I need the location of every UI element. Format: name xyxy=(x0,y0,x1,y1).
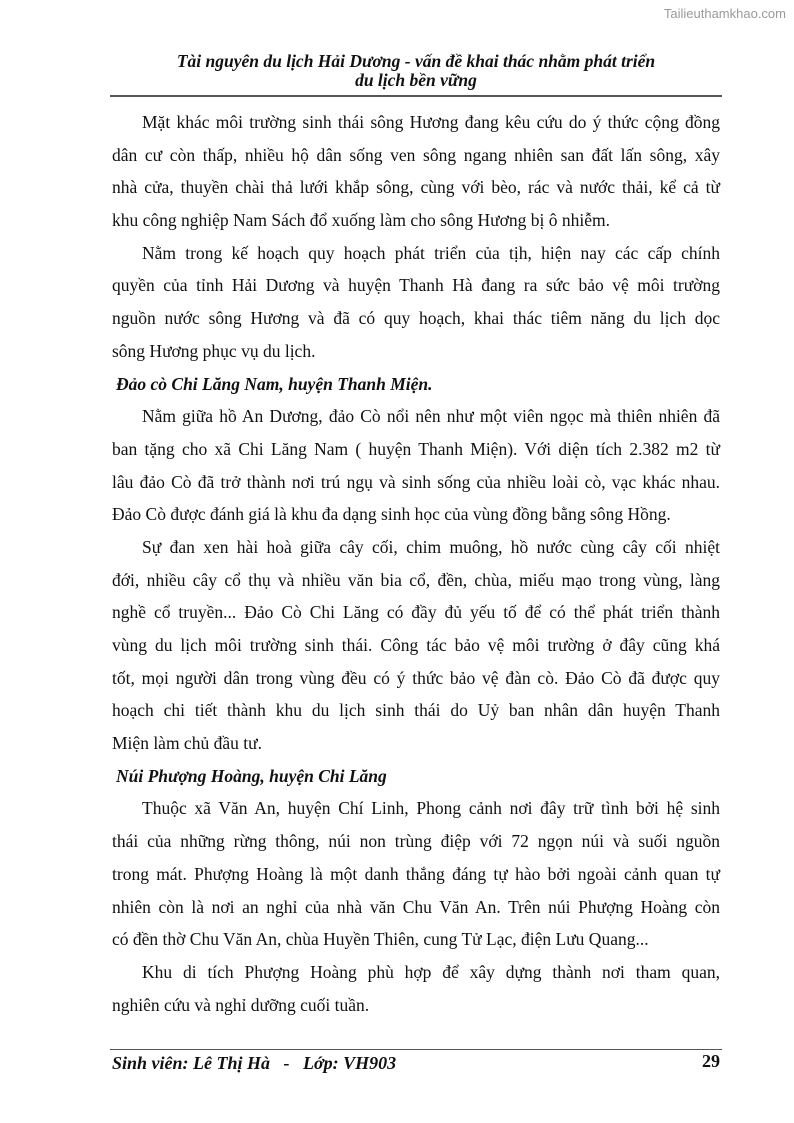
text-line: vùng du lịch môi trường sinh thái. Công tác bảo vệ môi trường ở đây cũng khá xyxy=(112,635,720,655)
text-line: nhà cửa, thuyền chài thả lưới khắp sông, cùng với bèo, rác và nước thải, kể cả từ xyxy=(112,177,720,198)
paragraph xyxy=(112,956,720,1021)
footer-rule xyxy=(110,1049,722,1050)
text-line: quyền của tỉnh Hải Dương và huyện Thanh Hà đang ra sức bảo vệ môi trường xyxy=(112,275,720,296)
text-line: sông Hương phục vụ du lịch. xyxy=(112,340,316,361)
text-line: Nằm trong kế hoạch quy hoạch phát triển của tịh, hiện nay các cấp chính xyxy=(142,242,720,263)
text-line: ban tặng cho xã Chi Lăng Nam ( huyện Thanh Miện). Với diện tích 2.382 m2 từ xyxy=(112,438,720,459)
text-line: hoạch chi tiết thành khu du lịch sinh thái do Uỷ ban nhân dân huyện Thanh xyxy=(112,700,720,721)
paragraph xyxy=(112,531,720,760)
paragraph xyxy=(112,400,720,531)
text-line: đới, nhiều cây cổ thụ và nhiều văn bia cổ, đền, chùa, miếu mạo trong vùng, làng xyxy=(112,569,720,590)
text-line: Sự đan xen hài hoà giữa cây cối, chim muông, hồ nước cùng cây cối nhiệt xyxy=(142,536,720,557)
header-rule xyxy=(110,95,722,97)
paragraph xyxy=(112,792,720,955)
text-line: dân cư còn thấp, nhiều hộ dân sống ven sông ngang nhiên san đất lấn sông, xây xyxy=(112,144,720,165)
text-line: Đảo cò Chi Lăng Nam, huyện Thanh Miện. xyxy=(116,373,433,394)
text-line: lâu đảo Cò đã trở thành nơi trú ngụ và sinh sống của nhiều loài cò, vạc khác nhau. xyxy=(112,471,720,492)
text-line: Đảo Cò được đánh giá là khu đa dạng sinh học của vùng đồng bằng sông Hồng. xyxy=(112,504,671,525)
text-line: Nằm giữa hồ An Dương, đảo Cò nổi nên như một viên ngọc mà thiên nhiên đã xyxy=(142,406,720,427)
text-line: Mặt khác môi trường sinh thái sông Hương đang kêu cứu do ý thức cộng đồng xyxy=(142,112,720,132)
text-line: nghiên cứu và nghỉ dưỡng cuối tuần. xyxy=(112,994,370,1015)
running-header xyxy=(112,52,720,90)
document-body xyxy=(112,106,720,1021)
text-line: nguồn nước sông Hương và đã có quy hoạch, khai thác tiêm năng du lịch dọc xyxy=(112,308,720,329)
text-line: có đền thờ Chu Văn An, chùa Huyền Thiên, cung Tử Lạc, điện Lưu Quang... xyxy=(112,929,649,950)
header-line-2: du lịch bền vững xyxy=(355,70,477,90)
section-heading xyxy=(112,368,720,401)
header-line-1: Tài nguyên du lịch Hải Dương - vấn đề khai thác nhằm phát triển xyxy=(176,51,656,71)
page-number: 29 xyxy=(702,1051,720,1071)
text-line: khu công nghiệp Nam Sách đổ xuống làm cho sông Hương bị ô nhiễm. xyxy=(112,210,610,231)
watermark: Tailieuthamkhao.com xyxy=(663,6,786,21)
footer-author: Sinh viên: Lê Thị Hà - Lớp: VH903 xyxy=(112,1053,397,1073)
section-heading xyxy=(112,760,720,793)
paragraph xyxy=(112,237,720,368)
text-line: nghề cổ truyền... Đảo Cò Chi Lăng có đầy đủ yếu tố để có thể phát triển thành xyxy=(112,602,720,623)
text-line: trong mát. Phượng Hoàng là một danh thắng đáng tự hào bởi ngoài cảnh quan tự xyxy=(112,863,720,884)
paragraph xyxy=(112,106,720,237)
text-line: tốt, mọi người dân trong vùng đều có ý thức bảo vệ đàn cò. Đảo Cò đã được quy xyxy=(112,667,720,688)
text-line: Núi Phượng Hoàng, huyện Chi Lăng xyxy=(116,765,387,786)
text-line: Thuộc xã Văn An, huyện Chí Linh, Phong cảnh nơi đây trữ tình bởi hệ sinh xyxy=(142,798,720,819)
text-line: Miện làm chủ đầu tư. xyxy=(112,733,262,754)
text-line: thái của những rừng thông, núi non trùng điệp với 72 ngọn núi và suối nguồn xyxy=(112,831,720,852)
text-line: Khu di tích Phượng Hoàng phù hợp để xây dựng thành nơi tham quan, xyxy=(142,961,720,982)
text-line: nhiên còn là nơi an nghỉ của nhà văn Chu Văn An. Trên núi Phượng Hoàng còn xyxy=(112,896,720,917)
